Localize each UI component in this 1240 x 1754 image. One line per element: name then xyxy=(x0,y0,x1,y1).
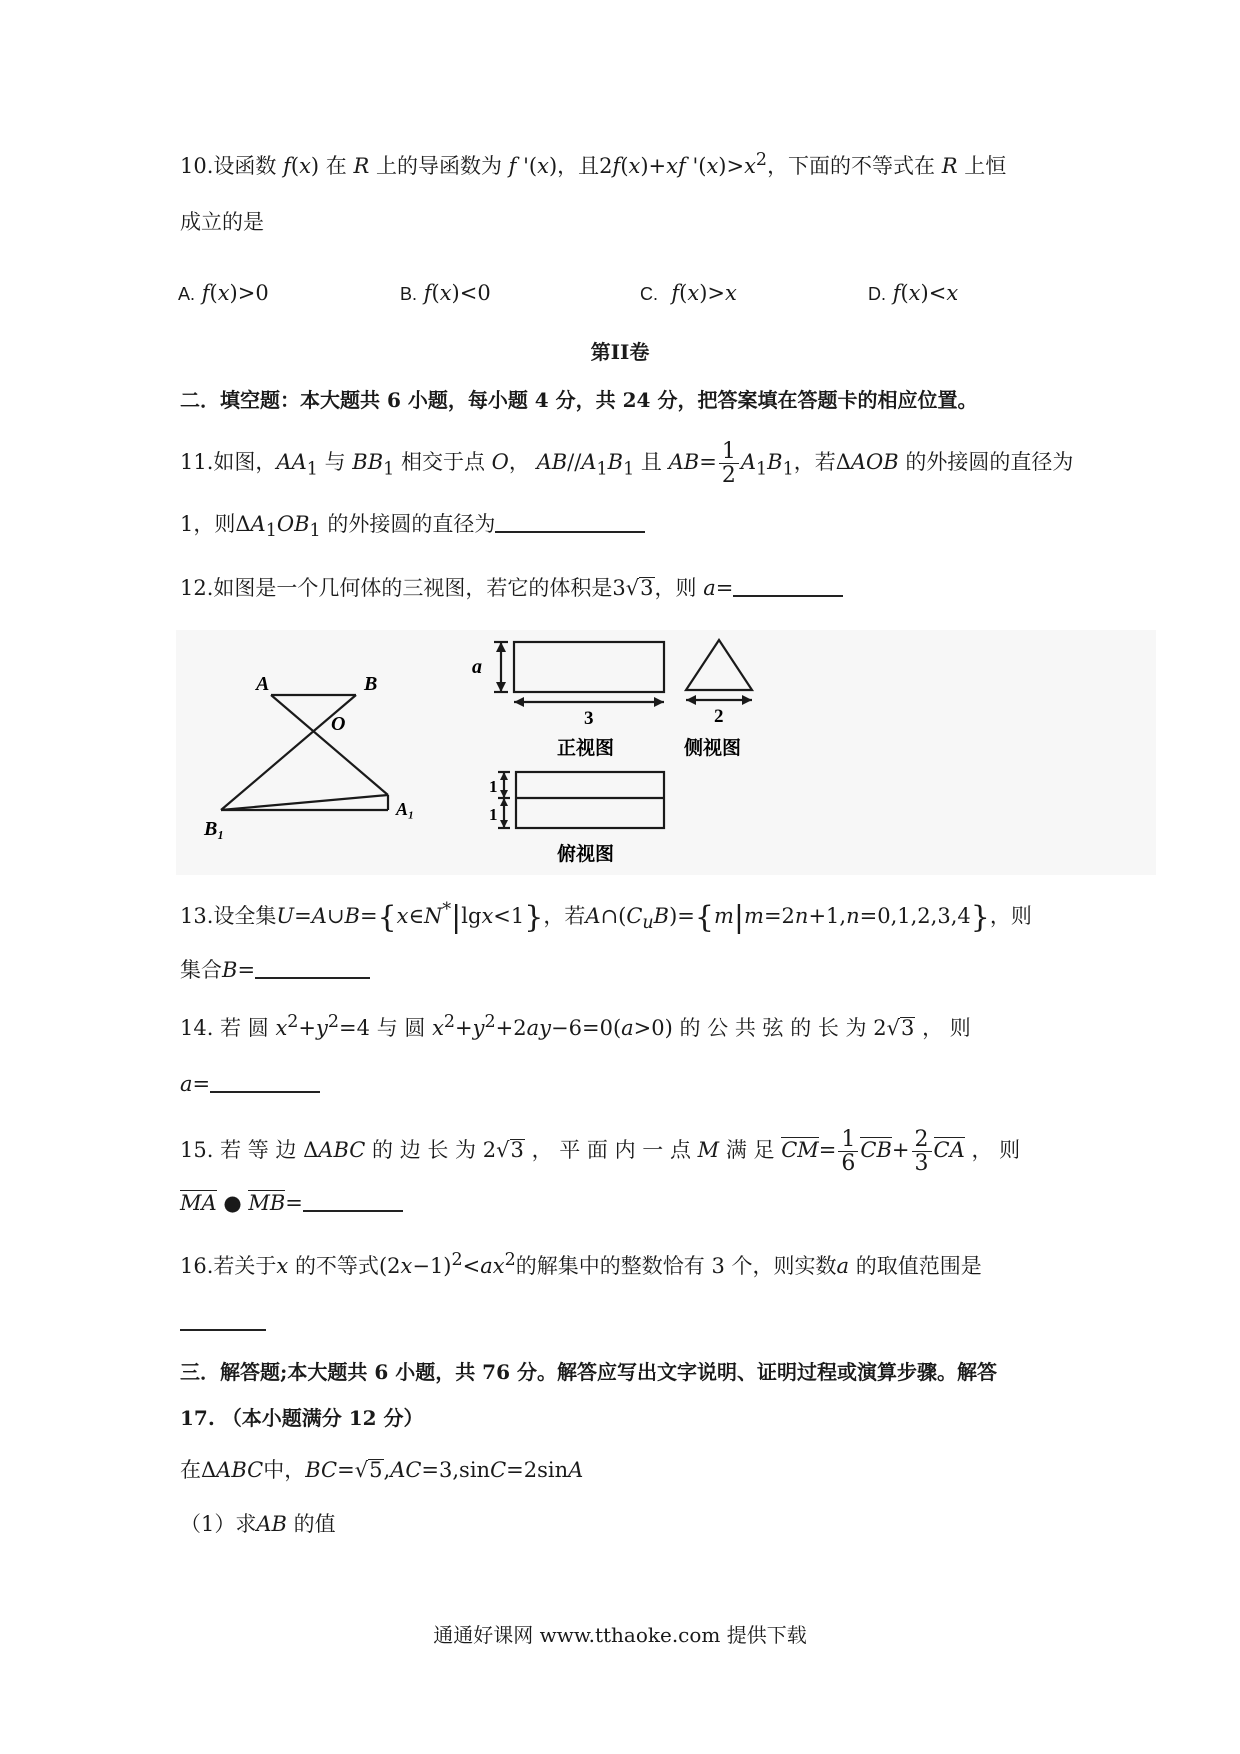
q13-line1: 13.设全集U=A∪B={x∈N*|lgx<1}，若$A\cap(C_uB)=\{m|m=2n+1,n=0,1,2,3,4\}$，则 xyxy=(180,900,1032,935)
q17-title: 17. （本小题满分 12 分） xyxy=(180,1406,424,1430)
label-O: O xyxy=(331,713,346,735)
q11-answer-blank[interactable] xyxy=(495,531,645,533)
q10-text: ，下面的不等式在 xyxy=(767,154,936,178)
label-A: A xyxy=(256,673,270,695)
q14-answer-blank[interactable] xyxy=(210,1091,320,1093)
q13-answer-blank[interactable] xyxy=(255,977,370,979)
q16-line1: 16.若关于x 的不等式$(2x-1)^2<ax^2$的解集中的整数恰有 3 个，则实数a 的取值范围是 xyxy=(180,1250,982,1278)
dim-1b: 1 xyxy=(489,805,498,824)
q17-statement: 在ΔABC中，BC=√5,AC=3,sinC=2sinA xyxy=(180,1458,584,1482)
q12-answer-blank[interactable] xyxy=(733,595,843,597)
q16-answer-blank[interactable] xyxy=(180,1329,266,1331)
q10-choice-c: C. f(x)>x xyxy=(640,281,737,305)
q13-line2: 集合B= xyxy=(180,958,1070,983)
dim-3: 3 xyxy=(584,708,594,729)
q10-choice-a: A. f(x)>0 xyxy=(178,281,269,305)
q10-choice-b: B. f(x)<0 xyxy=(400,281,491,305)
label-B: B xyxy=(364,673,378,695)
q10-text: 在 xyxy=(325,154,347,178)
q10-text: 上恒 xyxy=(964,154,1007,178)
label-B1: B₁ xyxy=(204,818,225,840)
q10-text: 10.设函数 xyxy=(180,154,277,178)
q11-line2: 1，则$\Delta A_1OB_1$ 的外接圆的直径为 xyxy=(180,512,1070,542)
q12-line: 12.如图是一个几何体的三视图，若它的体积是3√3，则 a= xyxy=(180,576,1070,601)
q15-answer-blank[interactable] xyxy=(303,1210,403,1212)
footer-link[interactable]: 通通好课网 www.tthaoke.com 提供下载 xyxy=(433,1623,807,1647)
q10-choice-d: D. f(x)<x xyxy=(868,281,959,305)
figure-background xyxy=(176,630,1156,875)
side-view-label: 侧视图 xyxy=(684,737,742,759)
q14-line2: a= xyxy=(180,1072,1070,1097)
q10-line2: 成立的是 xyxy=(180,210,264,234)
q14-line1: 14. 若 圆 $x^2+y^2=4$ 与 圆 $x^2+y^2+2ay-6=0(a>0)$ 的 公 共 弦 的 长 为 2√3 ， 则 xyxy=(180,1012,971,1040)
figure-svg xyxy=(176,630,1156,875)
q16-line2 xyxy=(180,1310,1070,1335)
dim-2: 2 xyxy=(714,706,724,727)
volume-title: 第II卷 xyxy=(590,340,650,364)
label-A1: A₁ xyxy=(396,799,415,819)
q10-text: 上的导函数为 xyxy=(375,154,502,178)
front-view-label: 正视图 xyxy=(557,737,615,759)
q11-line1: 11.如图，$AA_1$ 与 $BB_1$ 相交于点 O， $AB//A_1B_1$ 且 AB= $\frac{1}{2}$ $A_1B_1$，若ΔAOB 的外接圆的直径为 xyxy=(180,439,1074,489)
dim-1a: 1 xyxy=(489,777,498,796)
q15-line2: MA ● MB= xyxy=(180,1190,1070,1216)
section3-heading: 三．解答题;本大题共 6 小题，共 76 分。解答应写出文字说明、证明过程或演算步骤。解答 xyxy=(180,1360,997,1384)
q10-text: ，且 xyxy=(557,154,600,178)
q15-line1: 15. 若 等 边 ΔABC 的 边 长 为 2√3 ， 平 面 内 一 点 M 满 足 CM= $\frac{1}{6}$ CB+ $\frac{2}{3}$ CA ， 则 xyxy=(180,1127,1021,1177)
q10-line1: 10.设函数 f(x) 在 R 上的导函数为 f '(x)，且2f(x)+xf '$(x)>x^2$，下面的不等式在 R 上恒 xyxy=(180,150,1007,178)
figure-three-views xyxy=(176,630,1156,875)
dim-a: a xyxy=(472,656,482,678)
top-view-label: 俯视图 xyxy=(557,843,615,865)
section2-heading: 二．填空题：本大题共 6 小题，每小题 4 分，共 24 分，把答案填在答题卡的相应位置。 xyxy=(180,388,978,412)
q17-part1: （1）求AB 的值 xyxy=(180,1512,336,1536)
